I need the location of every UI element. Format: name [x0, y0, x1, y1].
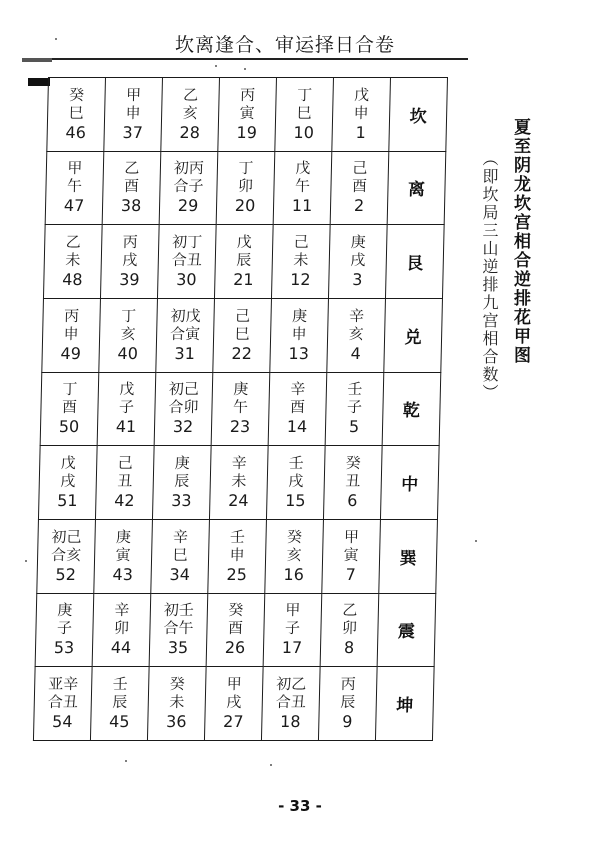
scan-speck	[25, 560, 27, 562]
cell-number: 13	[288, 343, 310, 363]
header-rule	[22, 58, 468, 60]
cell-ganzhi-char: 己	[234, 306, 251, 325]
table-cell	[261, 667, 320, 741]
cell-number: 34	[169, 564, 191, 584]
scan-speck	[55, 38, 57, 40]
table-cell	[104, 78, 163, 152]
cell-ganzhi-char: 乙	[182, 85, 199, 104]
cell-number: 5	[348, 417, 360, 437]
cell-ganzhi-char: 庚	[350, 233, 366, 252]
cell-number: 47	[63, 196, 85, 216]
cell-ganzhi-char: 癸	[68, 85, 85, 104]
table-cell	[214, 225, 273, 299]
cell-ganzhi-char: 庚	[291, 306, 308, 325]
cell-number: 51	[56, 491, 78, 511]
table-cell	[157, 225, 216, 299]
table-cell	[154, 372, 213, 446]
trigram-label: 坎	[389, 78, 448, 152]
cell-ganzhi-char: 己	[352, 159, 368, 178]
cell-ganzhi-char: 戊	[353, 85, 370, 104]
cell-ganzhi-line: 初己	[51, 527, 82, 546]
table-binding-mark	[28, 78, 50, 86]
cell-number: 7	[345, 564, 357, 584]
cell-ganzhi-line: 合子	[173, 177, 204, 196]
cell-ganzhi-char: 亥	[182, 103, 198, 122]
cell-ganzhi-char: 丁	[120, 306, 137, 325]
cell-ganzhi-char: 丁	[238, 159, 254, 178]
table-cell	[270, 298, 329, 372]
cell-number: 15	[284, 491, 306, 511]
cell-ganzhi-line: 初己	[168, 380, 200, 399]
cell-ganzhi-char: 丁	[62, 380, 78, 399]
cell-ganzhi-char: 午	[294, 177, 311, 196]
cell-ganzhi-char: 己	[117, 454, 133, 473]
cell-number: 6	[347, 491, 358, 511]
table-row	[37, 519, 438, 593]
cell-number: 12	[289, 270, 311, 290]
cell-number: 38	[120, 196, 142, 216]
table-cell	[208, 519, 267, 593]
cell-ganzhi-char: 庚	[115, 527, 132, 546]
cell-ganzhi-char: 申	[229, 545, 245, 564]
cell-ganzhi-char: 甲	[343, 527, 360, 546]
cell-ganzhi-char: 丙	[340, 675, 356, 694]
cell-number: 40	[117, 343, 139, 363]
cell-ganzhi-char: 子	[56, 619, 73, 638]
cell-number: 1	[355, 122, 367, 142]
cell-ganzhi-char: 癸	[286, 527, 303, 546]
table-cell	[45, 151, 104, 225]
table-cell	[271, 225, 330, 299]
cell-ganzhi-char: 丙	[239, 85, 256, 104]
table-cell	[102, 151, 161, 225]
table-cell	[323, 446, 382, 520]
table-cell	[322, 519, 381, 593]
scan-speck	[215, 65, 217, 67]
table-cell	[268, 372, 327, 446]
table-cell	[275, 78, 334, 152]
table-cell	[100, 225, 159, 299]
scan-speck	[475, 540, 477, 542]
cell-ganzhi-char: 甲	[285, 601, 301, 620]
cell-ganzhi-line: 初丁	[172, 233, 203, 252]
table-cell	[151, 519, 210, 593]
table-cell	[327, 298, 386, 372]
table-cell	[320, 593, 379, 667]
page-number: - 33 -	[278, 797, 322, 815]
cell-ganzhi-char: 癸	[169, 675, 185, 694]
table-row	[33, 667, 434, 741]
cell-number: 11	[291, 196, 313, 216]
cell-ganzhi-char: 未	[65, 251, 81, 270]
cell-ganzhi-char: 壬	[288, 454, 304, 473]
trigram-label: 艮	[385, 225, 444, 299]
cell-number: 45	[108, 712, 130, 732]
cell-ganzhi-char: 午	[232, 398, 249, 417]
trigram-label: 离	[387, 151, 446, 225]
cell-ganzhi-line: 合寅	[169, 324, 201, 343]
table-cell	[149, 593, 208, 667]
cell-number: 30	[175, 270, 197, 290]
cell-ganzhi-char: 申	[63, 324, 79, 343]
cell-number: 54	[51, 712, 73, 732]
cell-number: 49	[60, 343, 82, 363]
cell-number: 43	[112, 564, 134, 584]
cell-ganzhi-char: 辛	[114, 601, 130, 620]
table-cell	[216, 151, 275, 225]
cell-ganzhi-char: 戊	[295, 159, 311, 178]
cell-ganzhi-char: 亥	[120, 324, 136, 343]
trigram-label: 兑	[384, 298, 443, 372]
cell-ganzhi-char: 戌	[60, 472, 76, 491]
table-cell	[263, 593, 322, 667]
cell-ganzhi-char: 寅	[343, 545, 359, 564]
table-cell	[40, 372, 99, 446]
cell-ganzhi-char: 戊	[236, 233, 252, 252]
table-cell	[273, 151, 332, 225]
cell-ganzhi-char: 申	[125, 103, 141, 122]
figure-title: 夏至阴龙坎宫相合逆排花甲图	[510, 118, 530, 365]
table-cell	[94, 519, 153, 593]
cell-ganzhi-char: 辰	[112, 693, 128, 712]
table-cell	[159, 151, 218, 225]
cell-number: 25	[226, 564, 248, 584]
cell-number: 24	[227, 491, 249, 511]
cell-ganzhi-char: 甲	[67, 159, 83, 178]
scan-speck	[125, 760, 127, 762]
cell-ganzhi-char: 辛	[290, 380, 306, 399]
cell-number: 23	[229, 417, 251, 437]
cell-ganzhi-char: 己	[293, 233, 309, 252]
cell-number: 35	[167, 638, 189, 658]
table-cell	[42, 298, 101, 372]
table-cell	[265, 519, 324, 593]
table-cell	[209, 446, 268, 520]
cell-number: 27	[222, 712, 244, 732]
table-row	[38, 446, 439, 520]
cell-ganzhi-char: 癸	[228, 601, 244, 620]
cell-number: 42	[113, 491, 135, 511]
cell-number: 3	[352, 270, 363, 290]
cell-number: 19	[236, 122, 258, 142]
cell-ganzhi-char: 巳	[68, 103, 84, 122]
table-cell	[97, 372, 156, 446]
cell-number: 48	[61, 270, 83, 290]
table-cell	[325, 372, 384, 446]
table-cell	[147, 667, 206, 741]
cell-number: 16	[283, 564, 305, 584]
table-row	[40, 372, 441, 446]
running-header-title: 坎离逢合、审运择日合卷	[174, 34, 395, 56]
cell-number: 39	[118, 270, 140, 290]
table-row	[43, 225, 444, 299]
cell-ganzhi-char: 酉	[227, 619, 244, 638]
cell-number: 41	[115, 417, 137, 437]
jiazi-palace-table	[33, 77, 448, 741]
table-cell	[211, 372, 270, 446]
table-cell	[38, 446, 97, 520]
table-cell	[161, 78, 220, 152]
cell-ganzhi-char: 戌	[288, 472, 304, 491]
jiazi-table-wrapper	[33, 77, 448, 741]
cell-ganzhi-char: 癸	[345, 454, 361, 473]
cell-ganzhi-char: 寅	[115, 545, 131, 564]
cell-ganzhi-char: 酉	[123, 177, 140, 196]
cell-ganzhi-char: 丙	[63, 306, 80, 325]
cell-ganzhi-char: 辰	[174, 472, 190, 491]
cell-number: 31	[174, 343, 196, 363]
table-cell	[213, 298, 272, 372]
trigram-label: 中	[380, 446, 439, 520]
cell-number: 4	[350, 343, 362, 363]
scan-speck	[244, 68, 246, 70]
table-row	[35, 593, 436, 667]
header-rule-binding-mark	[22, 58, 52, 62]
cell-number: 9	[342, 712, 353, 732]
table-cell	[330, 151, 389, 225]
table-cell	[99, 298, 158, 372]
table-cell	[332, 78, 391, 152]
cell-number: 36	[165, 712, 187, 732]
cell-ganzhi-char: 壬	[229, 527, 246, 546]
cell-ganzhi-char: 戌	[226, 693, 242, 712]
cell-ganzhi-char: 巳	[234, 324, 250, 343]
cell-ganzhi-char: 申	[353, 103, 369, 122]
cell-ganzhi-char: 卯	[113, 619, 130, 638]
cell-number: 53	[53, 638, 75, 658]
cell-ganzhi-line: 初乙	[276, 675, 307, 694]
table-cell	[218, 78, 277, 152]
cell-number: 20	[234, 196, 256, 216]
table-row	[47, 78, 448, 152]
table-cell	[33, 667, 92, 741]
table-cell	[152, 446, 211, 520]
cell-ganzhi-line: 合丑	[47, 693, 79, 712]
cell-number: 2	[353, 196, 365, 216]
table-row	[42, 298, 443, 372]
cell-ganzhi-char: 亥	[286, 545, 302, 564]
cell-ganzhi-char: 未	[169, 693, 185, 712]
cell-ganzhi-char: 庚	[57, 601, 73, 620]
cell-ganzhi-char: 子	[346, 398, 363, 417]
cell-ganzhi-char: 子	[284, 619, 301, 638]
cell-number: 50	[58, 417, 80, 437]
table-row	[45, 151, 446, 225]
cell-ganzhi-char: 巳	[296, 103, 312, 122]
cell-ganzhi-char: 未	[293, 251, 309, 270]
cell-ganzhi-char: 甲	[125, 85, 142, 104]
cell-ganzhi-char: 酉	[61, 398, 78, 417]
cell-ganzhi-char: 未	[231, 472, 247, 491]
cell-number: 29	[177, 196, 199, 216]
figure-subtitle: （即坎局三山逆排九宫相合数）	[480, 150, 499, 402]
cell-number: 33	[170, 491, 192, 511]
cell-ganzhi-char: 乙	[65, 233, 81, 252]
table-cell	[43, 225, 102, 299]
cell-ganzhi-line: 合丑	[171, 251, 203, 270]
table-cell	[206, 593, 265, 667]
cell-ganzhi-line: 合卯	[168, 398, 199, 417]
cell-number: 21	[232, 270, 254, 290]
cell-ganzhi-char: 庚	[233, 380, 249, 399]
table-cell	[318, 667, 377, 741]
cell-ganzhi-char: 壬	[347, 380, 363, 399]
cell-ganzhi-line: 合丑	[275, 693, 307, 712]
cell-number: 22	[231, 343, 253, 363]
cell-ganzhi-char: 子	[118, 398, 135, 417]
cell-number: 44	[110, 638, 132, 658]
cell-number: 52	[55, 564, 77, 584]
cell-ganzhi-char: 甲	[226, 675, 242, 694]
cell-ganzhi-line: 初壬	[163, 601, 195, 620]
table-cell	[90, 667, 149, 741]
cell-ganzhi-line: 初戊	[170, 306, 201, 325]
cell-ganzhi-char: 丑	[117, 472, 133, 491]
table-cell	[92, 593, 151, 667]
table-cell	[47, 78, 106, 152]
cell-ganzhi-char: 午	[66, 177, 83, 196]
cell-number: 18	[279, 712, 301, 732]
cell-number: 32	[172, 417, 194, 437]
cell-ganzhi-char: 戌	[122, 251, 138, 270]
cell-ganzhi-char: 乙	[342, 601, 358, 620]
cell-ganzhi-char: 壬	[112, 675, 128, 694]
cell-ganzhi-char: 戊	[60, 454, 76, 473]
cell-ganzhi-char: 辛	[231, 454, 247, 473]
trigram-label: 震	[377, 593, 436, 667]
cell-ganzhi-line: 合亥	[50, 545, 82, 564]
trigram-label: 乾	[382, 372, 441, 446]
cell-number: 14	[286, 417, 308, 437]
cell-ganzhi-char: 寅	[239, 103, 255, 122]
table-cell	[266, 446, 325, 520]
trigram-label: 坤	[375, 667, 434, 741]
cell-ganzhi-char: 卯	[237, 177, 254, 196]
cell-ganzhi-char: 乙	[124, 159, 140, 178]
cell-ganzhi-char: 卯	[341, 619, 358, 638]
table-cell	[95, 446, 154, 520]
cell-ganzhi-char: 酉	[351, 177, 368, 196]
cell-ganzhi-line: 亚辛	[48, 675, 79, 694]
cell-ganzhi-char: 戌	[350, 251, 366, 270]
table-cell	[328, 225, 387, 299]
table-cell	[204, 667, 263, 741]
cell-ganzhi-char: 丁	[296, 85, 313, 104]
cell-number: 8	[343, 638, 355, 658]
cell-ganzhi-char: 丑	[345, 472, 361, 491]
table-cell	[156, 298, 215, 372]
cell-ganzhi-char: 辛	[172, 527, 189, 546]
table-cell	[35, 593, 94, 667]
scan-speck	[270, 764, 272, 766]
cell-ganzhi-line: 初丙	[173, 159, 205, 178]
cell-ganzhi-char: 丙	[122, 233, 138, 252]
cell-number: 26	[224, 638, 246, 658]
table-cell	[37, 519, 96, 593]
cell-ganzhi-char: 辰	[236, 251, 252, 270]
cell-ganzhi-char: 巳	[172, 545, 188, 564]
cell-number: 46	[65, 122, 87, 142]
cell-number: 28	[179, 122, 201, 142]
cell-ganzhi-char: 亥	[348, 324, 364, 343]
cell-ganzhi-line: 合午	[163, 619, 194, 638]
cell-ganzhi-char: 酉	[289, 398, 306, 417]
cell-number: 17	[281, 638, 303, 658]
cell-number: 10	[293, 122, 315, 142]
cell-ganzhi-char: 戊	[119, 380, 135, 399]
cell-ganzhi-char: 辰	[340, 693, 356, 712]
cell-ganzhi-char: 辛	[348, 306, 365, 325]
cell-number: 37	[122, 122, 144, 142]
cell-ganzhi-char: 申	[291, 324, 307, 343]
trigram-label: 巽	[379, 519, 438, 593]
cell-ganzhi-char: 庚	[174, 454, 190, 473]
